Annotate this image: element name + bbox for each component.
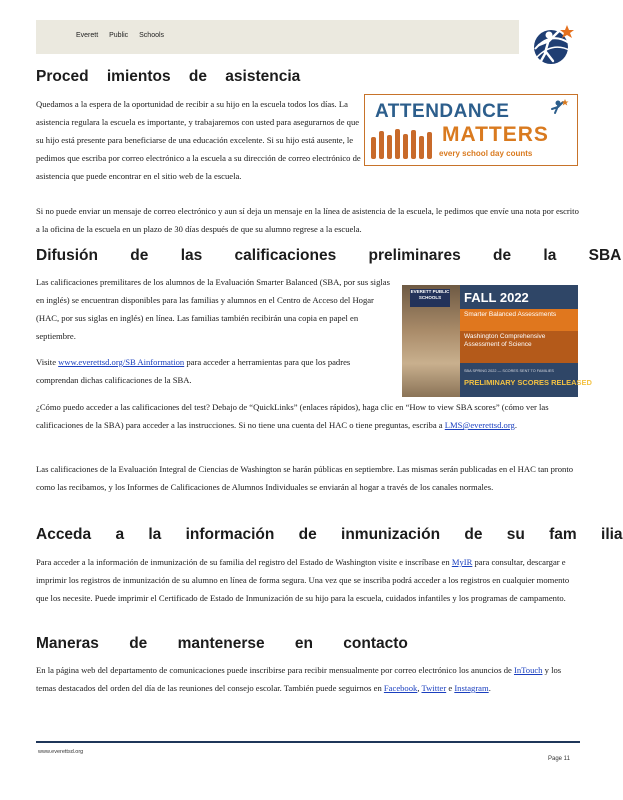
fall-graphic-small-text: SBA SPRING 2022 — SCORES SENT TO FAMILIES bbox=[464, 369, 554, 373]
heading-attendance: Proced imientos de asistencia bbox=[36, 68, 301, 85]
eps-logo-badge: EVERETT PUBLIC SCHOOLS bbox=[410, 289, 450, 307]
twitter-link[interactable]: Twitter bbox=[421, 683, 447, 693]
fall-graphic-item-1: Smarter Balanced Assessments bbox=[464, 311, 557, 318]
header-title: Everett Public Schools bbox=[76, 32, 165, 39]
fall-graphic-title: FALL 2022 bbox=[464, 290, 529, 305]
heading-immunization: Acceda a la información de inmunización de su fam ilia bbox=[36, 526, 623, 543]
attendance-graphic-line3: every school day counts bbox=[439, 149, 533, 158]
sba-paragraph-2: Visite www.everettsd.org/SB Ainformation para acceder a herramientas para que los padres comprendan dichas calificaciones de la SBA. bbox=[36, 357, 351, 385]
sba-paragraph-4: Las calificaciones de la Evaluación Integral de Ciencias de Washington se harán públicas en septiembre. Las mismas serán publicadas en el HAC tan pronto como las recibamos, y los Informes de Calificaciones de Alumnos Individuales se enviarán al hogar a través de los canales normales. bbox=[36, 464, 574, 492]
lms-email-link[interactable]: LMS@everettsd.org bbox=[444, 420, 515, 430]
footer-divider bbox=[36, 741, 580, 743]
attendance-star-figure-icon bbox=[549, 98, 569, 118]
immunization-paragraph: Para acceder a la información de inmunización de su familia del registro del Estado de Washington visite e inscríbase en MyIR para consultar, descargar e imprimir los registros de inmunización de su alumno en línea de forma segura. Una vez que se inscriba podrá acceder a los registros en cualquier momento que los necesite. Puede imprimir el Certificado de Estado de Inmunización de su hijo para la escuela, cuidados infantiles y los programas de campamento. bbox=[36, 557, 570, 603]
contact-paragraph: En la página web del departamento de comunicaciones puede inscribirse para recibir mensualmente por correo electrónico los anuncios de InTouch y los temas destacados del orden del día de las reuniones del consejo escolar. También puede seguirnos en Facebook, Twitter e Instagram. bbox=[36, 665, 562, 693]
sba-information-link[interactable]: www.everettsd.org/SB Ainformation bbox=[58, 357, 185, 367]
heading-contact: Maneras de mantenerse en contacto bbox=[36, 635, 408, 652]
heading-sba: Difusión de las calificaciones preliminares de la SBA bbox=[36, 247, 622, 264]
everett-public-schools-logo bbox=[527, 19, 579, 71]
footer-page-number: Page 11 bbox=[548, 756, 570, 762]
fall-2022-graphic bbox=[402, 285, 592, 397]
fall-graphic-item-2: Washington Comprehensive Assessment of Science bbox=[464, 333, 546, 348]
sba-paragraph-1: Las calificaciones premilitares de los alumnos de la Evaluación Smarter Balanced (SBA, por sus siglas en inglés) se encuentran disponibles para las familias y alumnos en el Centro de Acceso del Hogar (HAC, por sus siglas en inglés) en línea. Las familias también recibirán una copia en papel en septiembre. bbox=[36, 277, 390, 341]
header-bar bbox=[36, 20, 519, 54]
footer-website: www.everettsd.org bbox=[38, 749, 84, 755]
attendance-matters-graphic bbox=[364, 94, 578, 166]
attendance-graphic-line1: ATTENDANCE bbox=[375, 101, 510, 122]
attendance-graphic-line2: MATTERS bbox=[442, 123, 549, 146]
attendance-paragraph-2: Si no puede enviar un mensaje de correo electrónico y aun sí deja un mensaje en la línea de asistencia de la escuela, le pedimos que envíe una nota por escrito a la oficina de la escuela en un plazo de 30 días después de que su alumno regrese a la escuela. bbox=[36, 206, 579, 234]
attendance-paragraph-1: Quedamos a la espera de la oportunidad de recibir a su hijo en la escuela todos los días. La asistencia regulara la escuela es importante, y trabajaremos con usted para asegurarnos de que su hijo está presente para beneficiarse de una educación excelente. Si su hijo está ausente, le pedimos que escriba por correo electrónico a la escuela a su dirección de correo electrónico de asistencia que puede encontrar en el sitio web de la escuela. bbox=[36, 99, 361, 181]
facebook-link[interactable]: Facebook bbox=[383, 683, 418, 693]
sba-paragraph-3: ¿Cómo puedo acceder a las calificaciones del test? Debajo de “QuickLinks” (enlaces rápidos), haga clic en “How to view SBA scores” (cómo ver las calificaciones de la SBA) para acceder a las instrucciones. Si no tiene una cuenta del HAC o tiene preguntas, escriba a LMS@everettsd.org. bbox=[36, 402, 549, 430]
instagram-link[interactable]: Instagram bbox=[454, 683, 489, 693]
raised-hands-illustration bbox=[369, 125, 439, 159]
fall-graphic-banner: PRELIMINARY SCORES RELEASED bbox=[464, 378, 592, 387]
myir-link[interactable]: MyIR bbox=[451, 557, 473, 567]
intouch-link[interactable]: InTouch bbox=[513, 665, 543, 675]
